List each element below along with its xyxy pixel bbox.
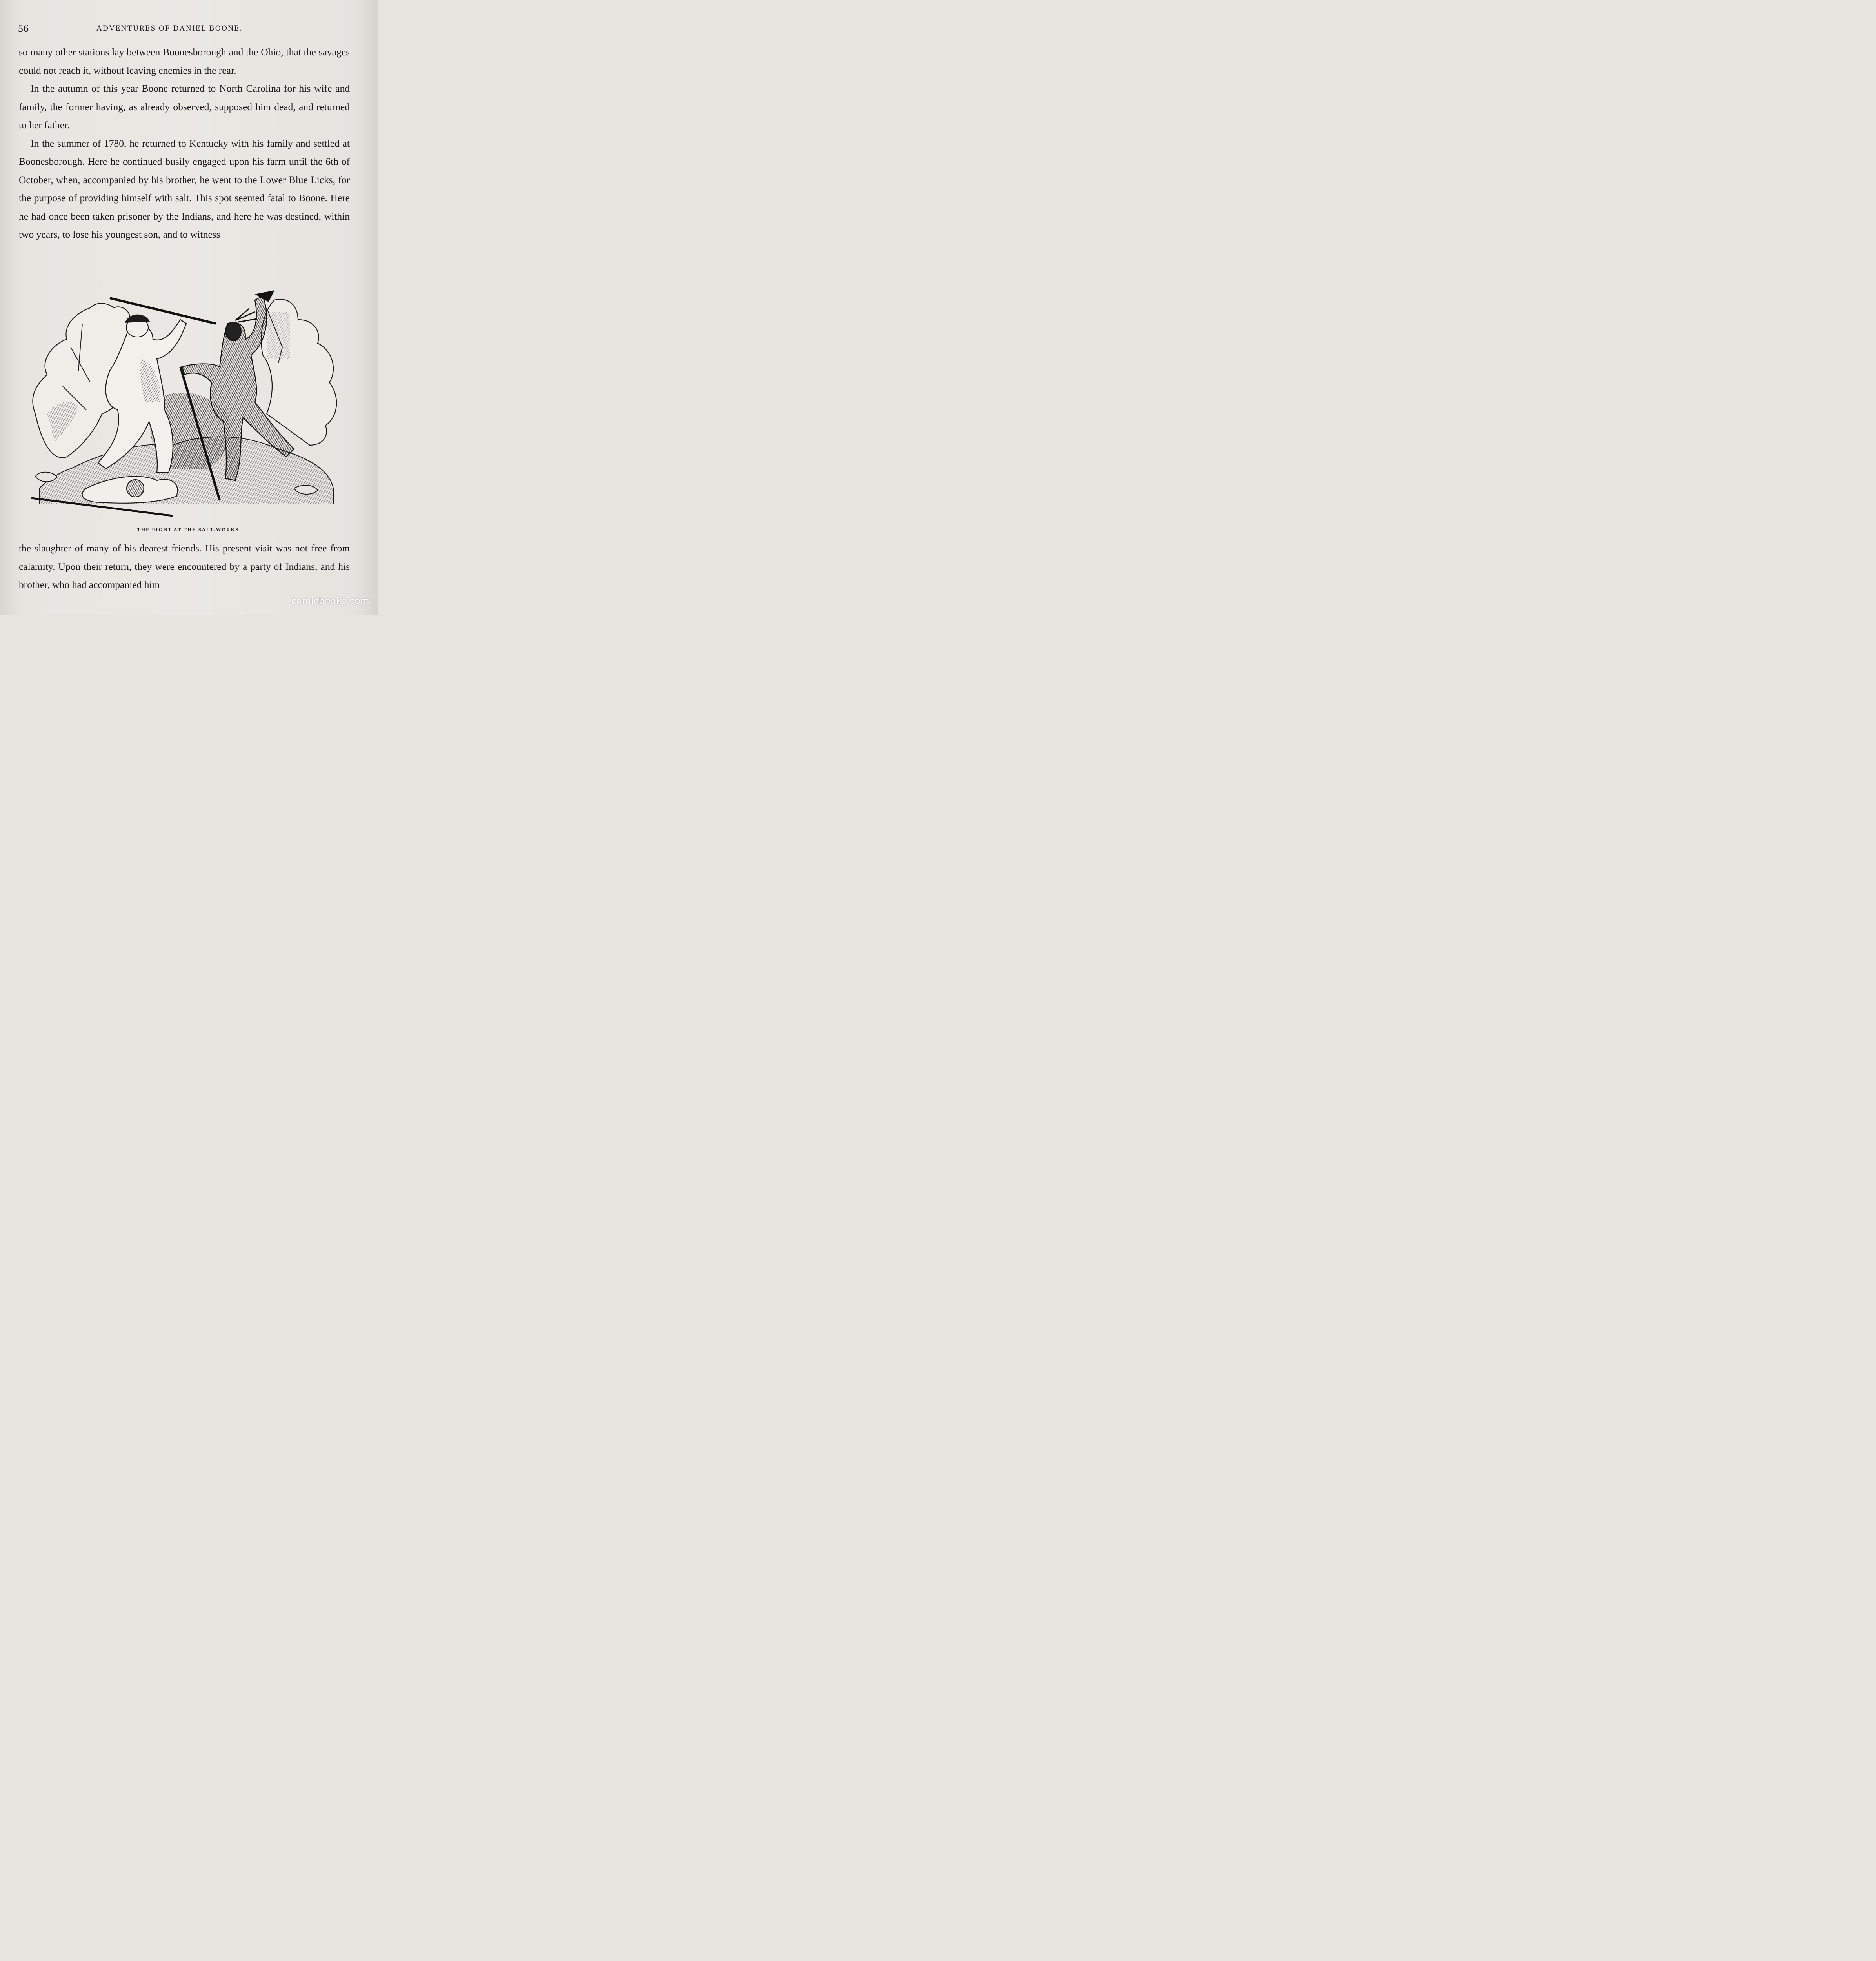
paragraph: the slaughter of many of his dearest friends. His present visit was not free from calamity. Upon their return, they were encountered by a party of Indians, and his brother, who had accompanied him (19, 542, 350, 590)
body-text-bottom (19, 539, 350, 594)
figure-caption: THE FIGHT AT THE SALT-WORKS. (137, 527, 241, 533)
paragraph: In the autumn of this year Boone returned to North Carolina for his wife and family, the former having, as already observed, supposed him dead, and returned to her father. (19, 83, 350, 131)
body-text-top (19, 43, 350, 244)
paragraph: so many other stations lay between Boonesborough and the Ohio, that the savages could not reach it, without leaving enemies in the rear. (19, 46, 350, 76)
paragraph: In the summer of 1780, he returned to Kentucky with his family and settled at Boonesborough. Here he continued busily engaged upon his farm until the 6th of October, when, accompanied by his brother, he went to the Lower Blue Licks, for the purpose of providing himself with salt. This spot seemed fatal to Boone. Here he had once been taken prisoner by the Indians, and here he was destined, within two years, to lose his youngest son, and to witness (19, 137, 350, 240)
book-page (0, 0, 378, 615)
page-number: 56 (18, 23, 29, 34)
watermark: comicbooks.com (291, 596, 369, 606)
page-header (18, 23, 350, 36)
rock (35, 472, 57, 482)
running-title: ADVENTURES OF DANIEL BOONE. (96, 24, 243, 33)
engraving-illustration (24, 284, 349, 520)
